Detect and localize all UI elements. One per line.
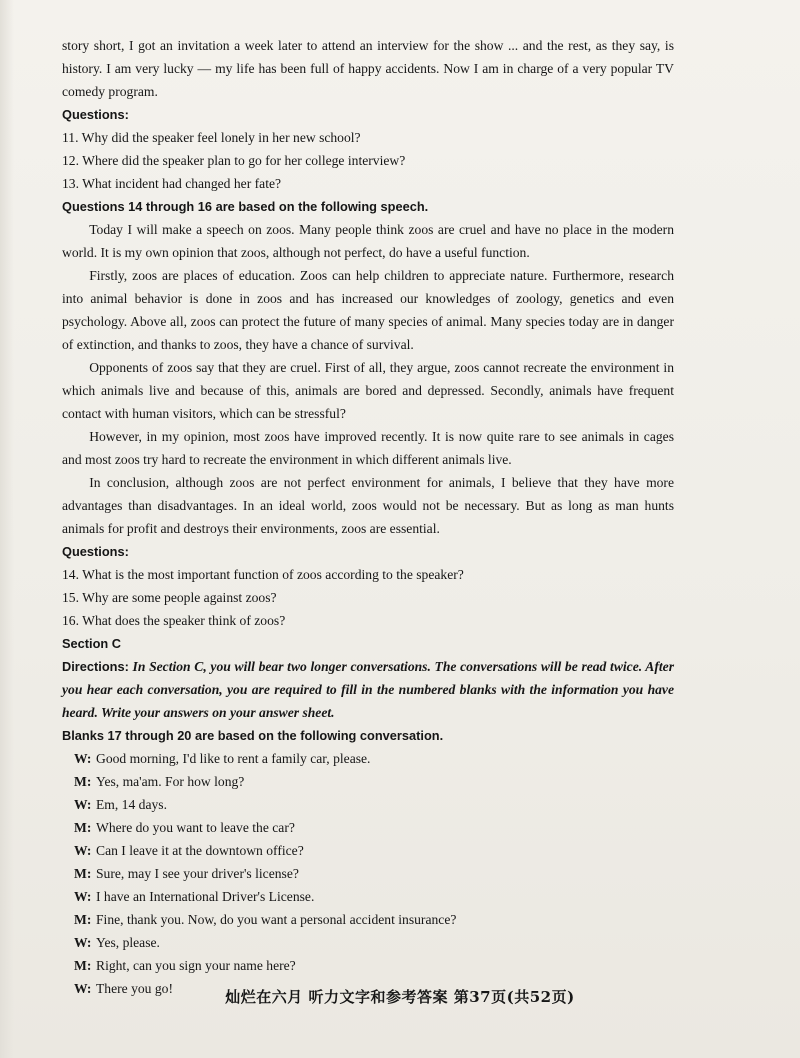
speaker-label: M:: [74, 958, 92, 973]
utterance: Em, 14 days.: [96, 797, 167, 812]
questions-heading-2: Questions:: [62, 544, 129, 559]
speaker-label: W:: [74, 889, 92, 904]
speaker-label: W:: [74, 843, 92, 858]
utterance: Where do you want to leave the car?: [96, 820, 295, 835]
utterance: I have an International Driver's License.: [96, 889, 315, 904]
conversation-line: [74, 954, 674, 977]
conversation-intro: Blanks 17 through 20 are based on the following conversation.: [62, 728, 444, 743]
conversation-line: [74, 908, 674, 931]
directions-text: In Section C, you will bear two longer conversations. The conversations will be read twice. After you hear each conversation, you are required to fill in the numbered blanks with the information you have heard. Write your answers on your answer sheet.: [62, 659, 674, 720]
speaker-label: W:: [74, 935, 92, 950]
conversation-line: [74, 839, 674, 862]
utterance: Yes, ma'am. For how long?: [96, 774, 245, 789]
conversation-line: [74, 793, 674, 816]
question-13: 13. What incident had changed her fate?: [62, 176, 282, 191]
conversation-line: [74, 885, 674, 908]
conversation: [62, 747, 674, 1000]
directions-label: Directions:: [62, 659, 129, 674]
utterance: Right, can you sign your name here?: [96, 958, 296, 973]
speaker-label: W:: [74, 797, 92, 812]
speaker-label: M:: [74, 774, 92, 789]
speaker-label: M:: [74, 912, 92, 927]
utterance: There you go!: [96, 981, 174, 996]
speech-paragraph-2: Firstly, zoos are places of education. Zoos can help children to appreciate nature. Furthermore, research into animal behavior is done in zoos and has increased our knowledges of zoology, genetics and even psychology. Above all, zoos can protect the future of many species of animal. Many species today are in danger of extinction, and thanks to zoos, they have a chance of survival.: [62, 268, 674, 352]
page-footer: 灿烂在六月 听力文字和参考答案 第37页(共52页): [225, 988, 575, 1006]
question-11: 11. Why did the speaker feel lonely in her new school?: [62, 130, 361, 145]
utterance: Good morning, I'd like to rent a family car, please.: [96, 751, 371, 766]
question-16: 16. What does the speaker think of zoos?: [62, 613, 286, 628]
speech-paragraph-4: However, in my opinion, most zoos have improved recently. It is now quite rare to see animals in cages and most zoos try hard to recreate the environment in which different animals live.: [62, 429, 674, 467]
page-edge-shadow: [0, 0, 14, 1058]
questions-heading-1: Questions:: [62, 107, 129, 122]
conversation-line: [74, 931, 674, 954]
utterance: Fine, thank you. Now, do you want a personal accident insurance?: [96, 912, 457, 927]
speech-paragraph-1: Today I will make a speech on zoos. Many people think zoos are cruel and have no place in the modern world. It is my own opinion that zoos, although not perfect, do have a useful function.: [62, 222, 674, 260]
speaker-label: M:: [74, 866, 92, 881]
speaker-label: W:: [74, 751, 92, 766]
conversation-line: [74, 862, 674, 885]
speaker-label: M:: [74, 820, 92, 835]
utterance: Can I leave it at the downtown office?: [96, 843, 304, 858]
conversation-line: [74, 747, 674, 770]
conversation-line: [74, 816, 674, 839]
question-12: 12. Where did the speaker plan to go for her college interview?: [62, 153, 406, 168]
speaker-label: W:: [74, 981, 92, 996]
speech-paragraph-3: Opponents of zoos say that they are cruel. First of all, they argue, zoos cannot recreate the environment in which animals live and because of this, animals are bored and depressed. Secondly, animals have frequent contact with human visitors, which can be stressful?: [62, 360, 674, 421]
section-c-directions: [62, 655, 674, 724]
utterance: Yes, please.: [96, 935, 160, 950]
utterance: Sure, may I see your driver's license?: [96, 866, 299, 881]
document-content: [62, 34, 674, 1000]
speech-paragraph-5: In conclusion, although zoos are not perfect environment for animals, I believe that they have more advantages than disadvantages. In an ideal world, zoos would not be necessary. But as long as man hunts animals for profit and destroys their environments, zoos are essential.: [62, 475, 674, 536]
intro-paragraph: story short, I got an invitation a week later to attend an interview for the show ... and the rest, as they say, is history. I am very lucky — my life has been full of happy accidents. Now I am in charge of a very popular TV comedy program.: [62, 38, 674, 99]
question-14: 14. What is the most important function of zoos according to the speaker?: [62, 567, 464, 582]
conversation-line: [74, 770, 674, 793]
speech-intro: Questions 14 through 16 are based on the following speech.: [62, 199, 429, 214]
question-15: 15. Why are some people against zoos?: [62, 590, 277, 605]
section-c-title: Section C: [62, 636, 122, 651]
